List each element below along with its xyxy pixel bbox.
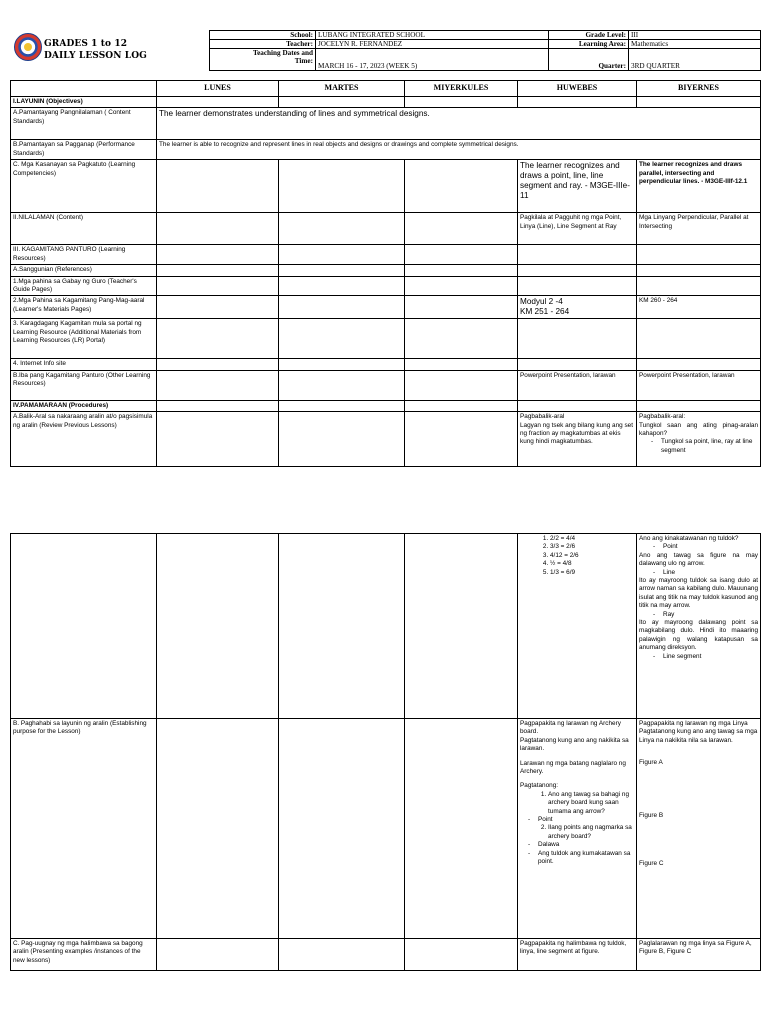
- thursday-purpose-1: Pagpapakita ng larawan ng Archery board.: [520, 720, 621, 736]
- fractions-list: [520, 535, 634, 577]
- review-thursday: [518, 412, 637, 467]
- references-label: A.Sanggunian (References): [11, 265, 157, 276]
- review-friday-continued: [637, 534, 761, 719]
- content-thursday: Pagkilala at Pagguhit ng mga Point, Linya (Line), Line Segment at Ray: [518, 213, 637, 245]
- additional-materials-label: 3. Karagdagang Kagamitan mula sa portal ng Learning Resource (Additional Materials from Learning Resources (LR) Portal): [11, 319, 157, 359]
- review-label: A.Balik-Aral sa nakaraang aralin at/o pagsisimula ng aralin (Review Previous Lessons): [11, 412, 157, 467]
- teacher-value: JOCELYN R. FERNANDEZ: [316, 40, 549, 49]
- learning-resources-label: III. KAGAMITANG PANTURO (Learning Resources): [11, 245, 157, 265]
- section-objectives-label: I.LAYUNIN (Objectives): [11, 97, 157, 108]
- purpose-friday: [637, 719, 761, 939]
- friday-paragraph-1: Ito ay mayroong tuldok sa isang dulo at arrow naman sa kabilang dulo. Mauunang isulat ang titik na may tuldok kasunod ang titik na may arrow.: [639, 577, 759, 610]
- friday-question-2: Ano ang tawag sa figure na may dalawang ulo ng arrow.: [639, 551, 758, 568]
- thursday-purpose-3: Larawan ng mga batang naglalaro ng Archery.: [520, 759, 626, 776]
- school-label: School:: [210, 31, 316, 40]
- learners-materials-friday: KM 260 - 264: [637, 296, 761, 319]
- performance-standards-text: The learner is able to recognize and represent lines in real objects and designs or drawings and complete symmetrical designs.: [157, 140, 761, 160]
- content-standards-text: The learner demonstrates understanding of lines and symmetrical designs.: [157, 108, 761, 140]
- review-friday: [637, 412, 761, 467]
- lm-thursday-line-2: KM 251 - 264: [520, 307, 570, 317]
- other-resources-label: B.Iba pang Kagamitang Panturo (Other Learning Resources): [11, 370, 157, 400]
- figure-c-label: Figure C: [639, 860, 664, 868]
- thursday-question-1: 1. Ano ang tawag sa bahagi ng archery board kung saan tumama ang arrow?: [548, 791, 634, 816]
- days-header-row: [11, 81, 761, 97]
- fraction-item: 3. 4/12 = 2/6: [550, 552, 634, 560]
- fraction-item: 4. ½ = 4/8: [550, 560, 634, 568]
- lesson-log-table: [10, 80, 761, 467]
- friday-question-1: Ano ang kinakatawanan ng tuldok?: [639, 535, 739, 542]
- fractions-list-cell: [518, 534, 637, 719]
- other-resources-friday: Powerpoint Presentation, larawan: [637, 370, 761, 400]
- learning-competencies-label: C. Mga Kasanayan sa Pagkatuto (Learning Competencies): [11, 160, 157, 213]
- learning-area-value: Mathematics: [629, 40, 761, 49]
- friday-answer-1: - Point: [663, 543, 758, 551]
- teachers-guide-label: 1.Mga pahina sa Gabay ng Guro (Teacher's Guide Pages): [11, 276, 157, 296]
- fraction-item: 5. 1/3 = 6/9: [550, 569, 634, 577]
- lesson-log-table-continued: [10, 533, 761, 971]
- performance-standards-label: B.Pamantayan sa Pagganap (Performance Standards): [11, 140, 157, 160]
- fraction-item: 1. 2/2 = 4/4: [550, 535, 634, 543]
- friday-paragraph-2: Ito ay mayroong dalawang point sa magkabilang dulo. Hindi ito maaaring palawigin ng walang katapusan sa anumang direksyon.: [639, 619, 758, 652]
- review-friday-body: Tungkol saan ang ating pinag-aralan kahapon?: [639, 421, 758, 438]
- review-thursday-title: Pagbabalik-aral: [520, 413, 565, 421]
- document-title: [44, 38, 147, 62]
- figure-b-label: Figure B: [639, 811, 664, 819]
- grade-level-value: III: [629, 31, 761, 40]
- teacher-label: Teacher:: [210, 40, 316, 49]
- header-info-table: [209, 30, 761, 71]
- grade-level-label: Grade Level:: [549, 31, 629, 40]
- fraction-item: 2. 3/3 = 2/6: [550, 543, 634, 551]
- blank-header-cell: [11, 81, 157, 97]
- thursday-answer-2: - Dalawa: [538, 841, 634, 849]
- teaching-dates-label-line-2: Time:: [294, 57, 313, 65]
- quarter-value: 3RD QUARTER: [629, 49, 761, 71]
- learners-materials-label: 2.Mga Pahina sa Kagamitang Pang-Mag-aaral (Learner's Materials Pages): [11, 296, 157, 319]
- deped-seal-logo: [14, 33, 42, 61]
- thursday-answer-1: - Point: [538, 816, 634, 824]
- day-header-monday: LUNES: [157, 81, 279, 97]
- day-header-thursday: HUWEBES: [518, 81, 637, 97]
- quarter-label: Quarter:: [549, 49, 629, 71]
- content-friday: Mga Linyang Perpendicular, Parallel at Intersecting: [637, 213, 761, 245]
- friday-purpose-1: Pagpapakita ng larawan ng mga Linya: [639, 720, 748, 727]
- school-value: LUBANG INTEGRATED SCHOOL: [316, 31, 549, 40]
- content-label: II.NILALAMAN (Content): [11, 213, 157, 245]
- friday-answer-2: - Line: [663, 569, 758, 577]
- day-header-tuesday: MARTES: [279, 81, 405, 97]
- learning-area-label: Learning Area:: [549, 40, 629, 49]
- day-header-wednesday: MIYERKULES: [405, 81, 518, 97]
- teaching-dates-value: MARCH 16 - 17, 2023 (WEEK 5): [316, 49, 549, 71]
- title-line-1: GRADES 1 to 12: [44, 39, 128, 49]
- purpose-thursday: [518, 719, 637, 939]
- friday-purpose-2: Pagtatanong kung ano ang tawag sa mga Linya na nakikita nila sa larawan.: [639, 728, 758, 744]
- review-thursday-body: Lagyan ng tsek ang bilang kung ang set ng fraction ay magkatumbas at ekis kung hindi magkatumbas.: [520, 421, 633, 446]
- presenting-examples-friday: Paglalarawan ng mga linya sa Figure A, Figure B, Figure C: [637, 939, 761, 971]
- figure-a-label: Figure A: [639, 759, 663, 767]
- learners-materials-thursday: [518, 296, 637, 319]
- teaching-dates-label-line-1: Teaching Dates and: [252, 49, 313, 57]
- thursday-purpose-2: Pagtatanong kung ano ang nakikita sa larawan.: [520, 736, 629, 753]
- competency-friday: The learner recognizes and draws parallel, intersecting and perpendicular lines. - M3GE-IIIf-12.1: [637, 160, 761, 213]
- other-resources-thursday: Powerpoint Presentation, larawan: [518, 370, 637, 400]
- teaching-dates-label: [210, 49, 316, 71]
- presenting-examples-thursday: Pagpapakita ng halimbawa ng tuldok, linya, line segment at figure.: [518, 939, 637, 971]
- thursday-purpose-4: Pagtatanong:: [520, 782, 559, 790]
- purpose-label: B. Paghahabi sa layunin ng aralin (Establishing purpose for the Lesson): [11, 719, 157, 939]
- friday-answer-4: - Line segment: [663, 653, 758, 661]
- competency-thursday: The learner recognizes and draws a point, line, line segment and ray. - M3GE-IIIe-11: [518, 160, 637, 213]
- lm-thursday-line-1: Modyul 2 -4: [520, 297, 563, 307]
- title-line-2: DAILY LESSON LOG: [44, 51, 147, 61]
- thursday-answer-3: - Ang tuldok ang kumakatawan sa point.: [538, 850, 634, 867]
- procedures-label: IV.PAMAMARAAN (Procedures): [11, 400, 157, 411]
- review-friday-answer: - Tungkol sa point, line, ray at line segment: [661, 438, 758, 455]
- content-standards-label: A.Pamantayang Pangnilalaman ( Content Standards): [11, 108, 157, 140]
- internet-info-label: 4. Internet Info site: [11, 359, 157, 370]
- friday-answer-3: - Ray: [663, 611, 758, 619]
- day-header-friday: BIYERNES: [637, 81, 761, 97]
- thursday-question-2: 2. Ilang points ang nagmarka sa archery board?: [548, 824, 634, 841]
- review-friday-title: Pagbabalik-aral:: [639, 413, 686, 421]
- presenting-examples-label: C. Pag-uugnay ng mga halimbawa sa bagong aralin (Presenting examples /instances of the new lessons): [11, 939, 157, 971]
